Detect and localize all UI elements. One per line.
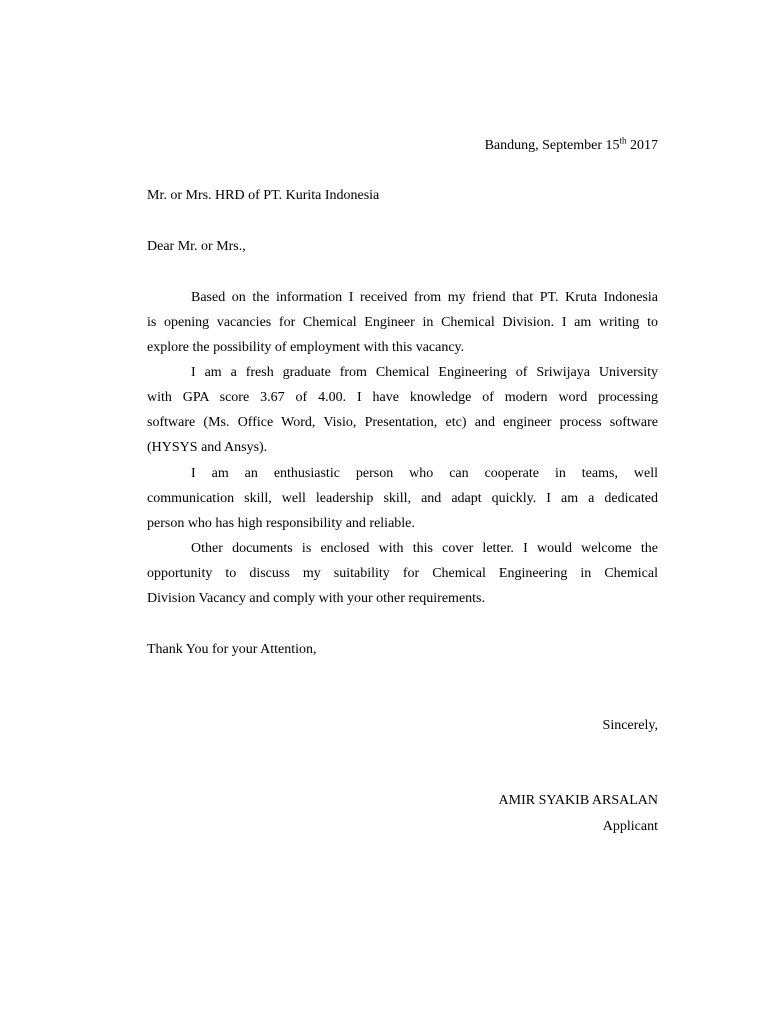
- body-line: Division Vacancy and comply with your other requirements.: [147, 591, 485, 606]
- body-line: explore the possibility of employment with this vacancy.: [147, 340, 465, 355]
- date-prefix: Bandung, September 15: [484, 138, 620, 153]
- salutation: Dear Mr. or Mrs.,: [147, 239, 246, 254]
- date-ordinal-suffix: th: [619, 135, 627, 146]
- body-line: (HYSYS and Ansys).: [147, 440, 268, 455]
- body-line: person who has high responsibility and reliable.: [147, 516, 415, 531]
- body-line: I am an enthusiastic person who can cooperate in teams, well: [191, 466, 658, 481]
- body-line: software (Ms. Office Word, Visio, Presentation, etc) and engineer process software: [147, 415, 658, 430]
- letter-page: [147, 0, 658, 1024]
- body-line: is opening vacancies for Chemical Engineer in Chemical Division. I am writing to: [147, 315, 658, 330]
- body-line: Other documents is enclosed with this cover letter. I would welcome the: [191, 541, 658, 556]
- recipient-line: Mr. or Mrs. HRD of PT. Kurita Indonesia: [147, 188, 380, 203]
- body-line: communication skill, well leadership skill, and adapt quickly. I am a dedicated: [147, 491, 658, 506]
- signer-name: AMIR SYAKIB ARSALAN: [498, 793, 658, 808]
- date-year: 2017: [626, 138, 658, 153]
- closing: Sincerely,: [602, 718, 658, 733]
- body-line: I am a fresh graduate from Chemical Engineering of Sriwijaya University: [191, 365, 658, 380]
- body-line: opportunity to discuss my suitability for Chemical Engineering in Chemical: [147, 566, 658, 581]
- body-line: with GPA score 3.67 of 4.00. I have knowledge of modern word processing: [147, 390, 658, 405]
- thanks-line: Thank You for your Attention,: [147, 642, 317, 657]
- signer-title: Applicant: [602, 819, 658, 834]
- letter-date: [147, 137, 658, 155]
- body-line: Based on the information I received from my friend that PT. Kruta Indonesia: [191, 290, 658, 305]
